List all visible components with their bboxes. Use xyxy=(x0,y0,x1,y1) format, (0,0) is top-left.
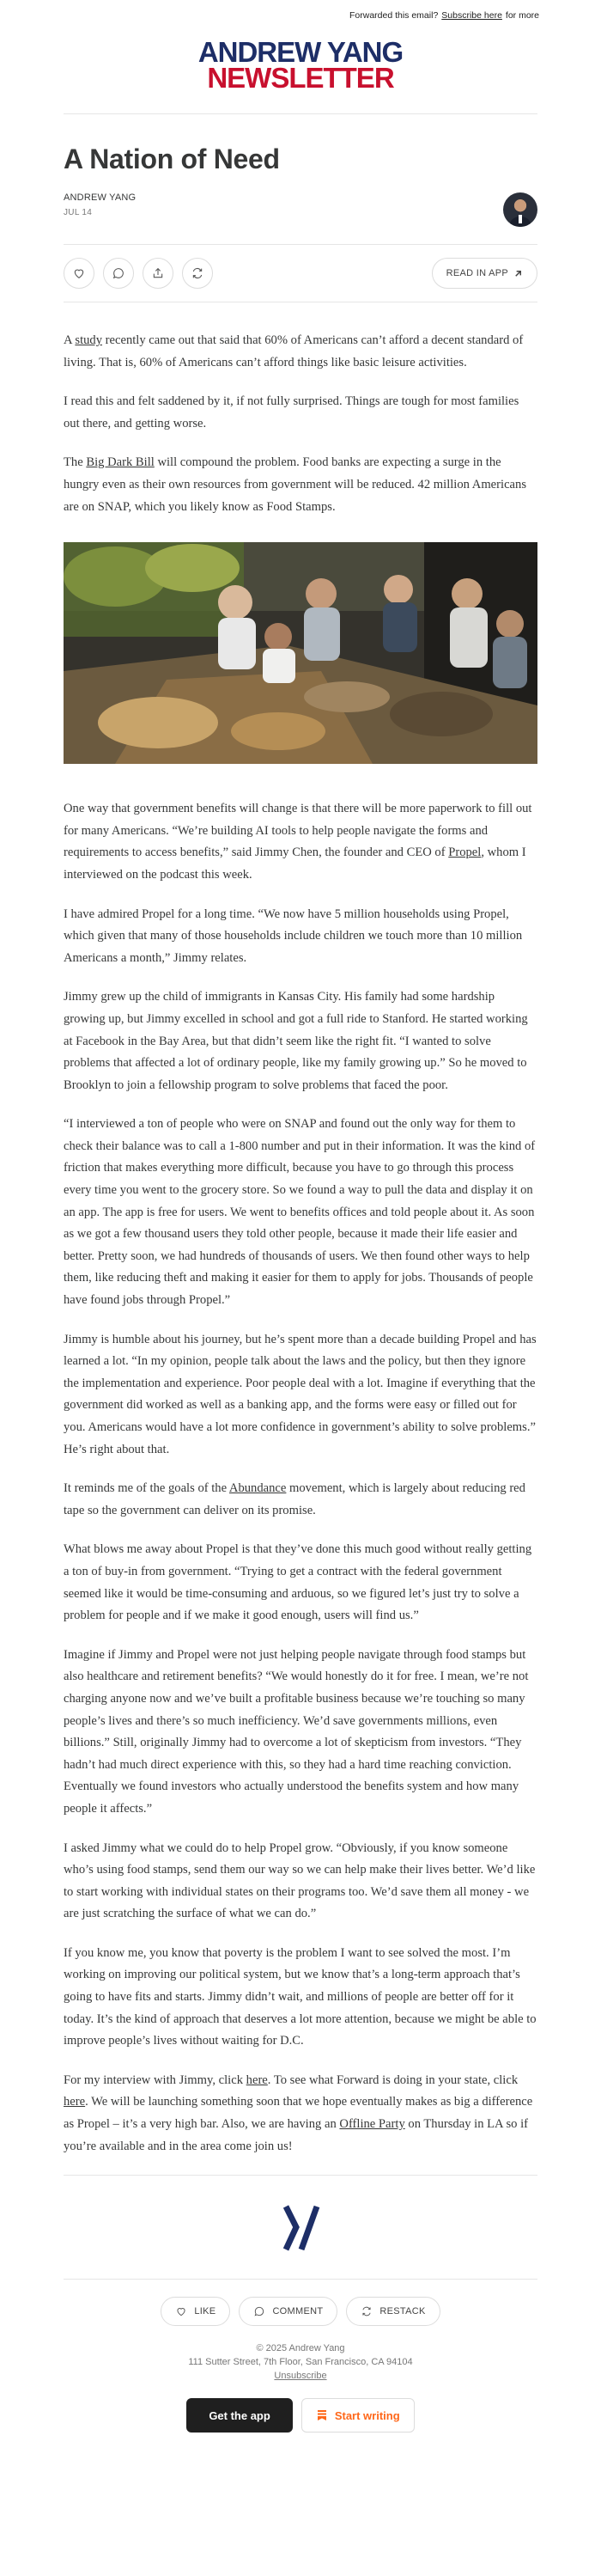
footer-cta-row xyxy=(64,2398,537,2433)
inline-link[interactable]: Abundance xyxy=(228,1481,287,1496)
body-paragraph xyxy=(64,1838,537,1926)
post-date: JUL 14 xyxy=(64,208,93,217)
paragraph-text: . We will be launching something soon that we hope eventually makes as big a difference as Propel – it’s a very high bar. Also, we are having an xyxy=(64,2095,533,2132)
inline-link[interactable]: Big Dark Bill xyxy=(86,455,155,470)
body-paragraph xyxy=(64,1478,537,1522)
paragraph-text: The xyxy=(64,455,87,470)
mailing-address: 111 Sutter Street, 7th Floor, San Francisco, CA 94104 xyxy=(188,2357,413,2368)
forwarded-bar xyxy=(0,0,601,31)
body-paragraph xyxy=(64,904,537,970)
share-icon xyxy=(151,266,165,280)
paragraphs-after-image xyxy=(64,798,537,2158)
paragraph-text: Jimmy grew up the child of immigrants in Kansas City. His family had some hardship growing up, but Jimmy excelled in school and got a full ride to Stanford. He started working at Facebook in the Bay Area, but that didn’t seem like the right fit. “I wanted to solve problems that affected a lot of ordinary people, like my family growing up.” So he moved to Brooklyn to join a fellowship program to solve problems that faced the poor. xyxy=(64,990,528,1092)
body-paragraph xyxy=(64,1943,537,2053)
paragraph-text: I have admired Propel for a long time. “We now have 5 million households using Propel, which given that many of those households include children we touch more than 10 million Americans a month,” Jimmy relates. xyxy=(64,906,523,965)
paragraph-text: Jimmy is humble about his journey, but he’s spent more than a decade building Propel and has learned a lot. “In my opinion, people talk about the laws and the policy, but then they ignore the implementation and experience. Poor people deal with a lot. Imagine if everything that the government did worked as well as a banking app, and the forms were easy or filled out for you. Americans would have a lot more confidence in government’s ability to solve problems.” He’s right about that. xyxy=(64,1332,537,1456)
body-paragraph xyxy=(64,452,537,518)
paragraph-text: , whom I interviewed on the podcast this week. xyxy=(64,845,526,882)
external-arrow-icon xyxy=(513,269,523,278)
footer-action-bar xyxy=(64,2279,537,2326)
restack-icon xyxy=(191,266,204,280)
paragraph-text: For my interview with Jimmy, click xyxy=(64,2072,246,2087)
body-paragraph xyxy=(64,1645,537,1821)
paragraph-text: will compound the problem. Food banks are expecting a surge in the hungry even as their own resources from government will be reduced. 42 million Americans are on SNAP, which you likely know as Food Stamps. xyxy=(64,455,527,514)
author-name[interactable]: ANDREW YANG xyxy=(64,192,137,203)
author-avatar[interactable] xyxy=(503,192,537,227)
post-body xyxy=(64,330,537,2158)
paragraph-text: . To see what Forward is doing in your state, click xyxy=(267,2072,519,2087)
paragraph-text: If you know me, you know that poverty is the problem I want to see solved the most. I’m working on improving our political system, but we know that’s a long-term approach that’s going to have fits and starts. Jimmy didn’t wait, and millions of people are better off for it today. It’s the kind of approach that deserves a lot more attention, because we might be able to improve people’s lives without waiting for D.C. xyxy=(64,1945,537,2048)
forwarded-suffix: for more xyxy=(505,10,539,21)
footer-restack-label: RESTACK xyxy=(379,2306,426,2317)
body-paragraph xyxy=(64,330,537,374)
copyright: © 2025 Andrew Yang xyxy=(256,2343,345,2354)
logo-line-2: NEWSLETTER xyxy=(207,62,394,94)
forwarded-text: Forwarded this email? xyxy=(349,10,439,21)
footer-comment-label: COMMENT xyxy=(272,2306,324,2317)
restack-button[interactable] xyxy=(182,258,213,289)
unsubscribe-link[interactable]: Unsubscribe xyxy=(274,2371,327,2382)
restack-icon xyxy=(361,2305,373,2317)
footer-like-button[interactable] xyxy=(161,2297,230,2326)
byline xyxy=(64,192,537,227)
comment-button[interactable] xyxy=(103,258,134,289)
colophon xyxy=(64,2341,537,2383)
body-paragraph xyxy=(64,1114,537,1311)
food-bank-photo[interactable] xyxy=(64,542,537,764)
inline-link[interactable]: here xyxy=(64,2095,86,2109)
footer-like-label: LIKE xyxy=(194,2306,216,2317)
comment-icon xyxy=(112,266,125,280)
paragraph-text: It reminds me of the goals of the xyxy=(64,1481,229,1496)
publication-logo[interactable] xyxy=(64,2176,537,2279)
inline-link[interactable]: study xyxy=(75,333,103,347)
paragraph-text: movement, which is largely about reducing red tape so the government can deliver on its promise. xyxy=(64,1481,525,1517)
body-paragraph xyxy=(64,798,537,886)
paragraph-text: on Thursday in LA so if you’re available and in the area come join us! xyxy=(64,2117,528,2153)
paragraph-text: One way that government benefits will change is that there will be more paperwork to fill out for many Americans. “We’re building AI tools to help people navigate the forms and requirements to access benefits,” said Jimmy Chen, the founder and CEO of xyxy=(64,802,532,860)
read-in-app-button[interactable] xyxy=(432,258,537,289)
paragraph-text: What blows me away about Propel is that they’ve done this much good without really getting a ton of buy-in from government. “Trying to get a contract with the federal government seemed like it would be time-consuming and arduous, so we figured let’s just try to solve a problem for people and if we make it good enough, users will find us.” xyxy=(64,1542,532,1623)
heart-icon xyxy=(72,266,86,280)
body-paragraph xyxy=(64,391,537,435)
body-paragraph xyxy=(64,1539,537,1627)
inline-link[interactable]: Propel xyxy=(448,845,482,860)
post-title[interactable]: A Nation of Need xyxy=(64,143,280,174)
start-writing-label: Start writing xyxy=(334,2408,400,2422)
paragraph-text: “I interviewed a ton of people who were on SNAP and found out the only way for them to check their balance was to call a 1-800 number and put in their information. It was the kind of friction that makes everything more difficult, because you have to go through this process every time you went to the grocery store. So we found a way to pull the data and display it on an app. The app is free for users. We went to benefits offices and told people about it. As soon as we got a few thousand users they told other people, because it made their life easier and better. Pretty soon, we had hundreds of thousands of users. We then found other ways to help them, like reducing theft and making it easier for them to apply for jobs. Thousands of people have found jobs through Propel.” xyxy=(64,1117,536,1308)
inline-link[interactable]: Offline Party xyxy=(339,2117,405,2132)
like-button[interactable] xyxy=(64,258,94,289)
paragraph-text: Imagine if Jimmy and Propel were not just helping people navigate through food stamps but also healthcare and retirement benefits? “We would honestly do it for free. I mean, we’re not charging anyone now and we’ve built a profitable business because we’re touching so many people’s lives and there’s so much inefficiency. We’d save governments millions, even billions.” Still, originally Jimmy had to overcome a lot of skepticism from investors. “They hadn’t had much direct experience with this, so they had a hard time reaching conviction. Eventually we found investors who actually understood the benefits system and how many people it affects.” xyxy=(64,1647,529,1816)
paragraph-text: I asked Jimmy what we could do to help Propel grow. “Obviously, if you know someone who’s using food stamps, send them our way so we can help make their lives better. We’d like to start working with individual states on their programs too. We’d save them all money - we are just scratching the surface of what we can do.” xyxy=(64,1840,536,1921)
footer-restack-button[interactable] xyxy=(346,2297,440,2326)
substack-icon xyxy=(316,2409,328,2421)
paragraph-text: I read this and felt saddened by it, if not fully surprised. Things are tough for most families out there, and getting worse. xyxy=(64,394,519,430)
inline-link[interactable]: here xyxy=(246,2072,268,2087)
paragraph-text: recently came out that said that 60% of Americans can’t afford a decent standard of living. That is, 60% of Americans can’t afford things like basic leisure activities. xyxy=(64,333,524,369)
forward-logo-icon xyxy=(279,2201,322,2255)
heart-icon xyxy=(175,2305,187,2317)
post-action-bar xyxy=(64,244,537,302)
body-paragraph xyxy=(64,1329,537,1462)
subscribe-link[interactable]: Subscribe here xyxy=(441,10,502,21)
photo-illustration xyxy=(64,542,537,764)
logo-line-1: ANDREW YANG xyxy=(197,36,404,68)
comment-icon xyxy=(253,2305,265,2317)
share-button[interactable] xyxy=(143,258,173,289)
get-the-app-button[interactable]: Get the app xyxy=(186,2398,293,2433)
paragraphs-before-image xyxy=(64,330,537,518)
body-paragraph xyxy=(64,2070,537,2158)
start-writing-button[interactable] xyxy=(301,2398,415,2433)
read-in-app-label: READ IN APP xyxy=(446,268,508,278)
footer-comment-button[interactable] xyxy=(239,2297,337,2326)
newsletter-logo[interactable] xyxy=(0,31,601,113)
paragraph-text: A xyxy=(64,333,76,347)
header-divider xyxy=(64,113,537,114)
body-paragraph xyxy=(64,986,537,1096)
